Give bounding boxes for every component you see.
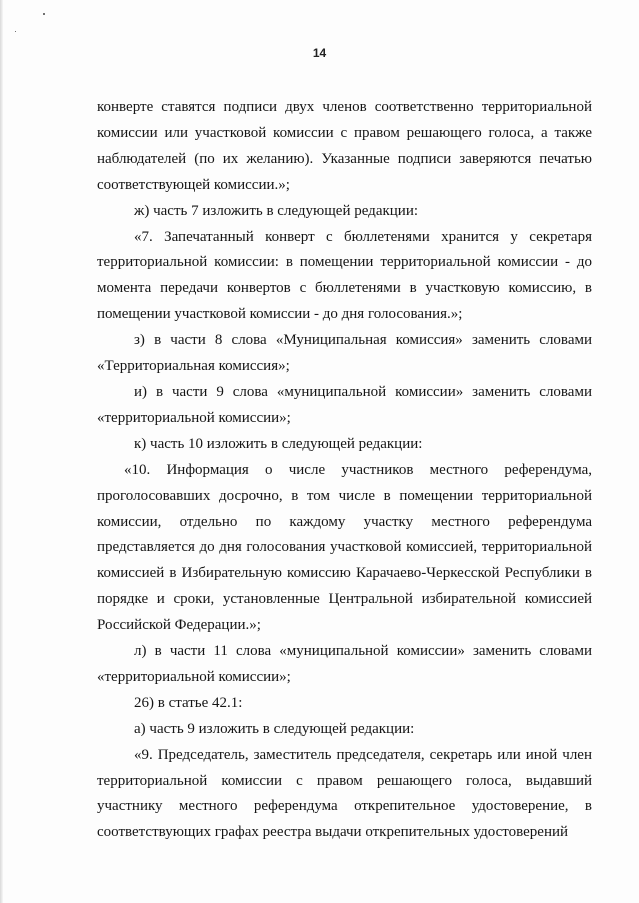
scan-speck bbox=[15, 31, 16, 32]
page-number: 14 bbox=[312, 46, 327, 60]
paragraph-item-26: 26) в статье 42.1: bbox=[134, 694, 243, 711]
paragraph-item-a: а) часть 9 изложить в следующей редакции: bbox=[134, 720, 415, 737]
paragraph-quote-10: «10. Информация о числе участников местного референдума, проголосовавших досрочно, в том числе в помещении территориальной комиссии, отдельно по каждому участку местного референдума представляется до дня голосования участковой комиссией, территориальной комиссией в Избирательную комиссию Карачаево-Черкесской Республики в порядке и сроки, установленные Центральной избирательной комиссией Российской Федерации.»; bbox=[97, 461, 592, 634]
paragraph-item-zh: ж) часть 7 изложить в следующей редакции: bbox=[134, 202, 419, 219]
paragraph-item-i: и) в части 9 слова «муниципальной комиссии» заменить словами «территориальной комиссии»; bbox=[97, 383, 592, 426]
paragraph-item-z: з) в части 8 слова «Муниципальная комиссия» заменить словами «Территориальная комиссия»; bbox=[97, 332, 592, 375]
paragraph-item-l: л) в части 11 слова «муниципальной комиссии» заменить словами «территориальной комиссии»; bbox=[97, 643, 592, 685]
scan-edge bbox=[0, 0, 3, 903]
paragraph-quote-7: «7. Запечатанный конверт с бюллетенями хранится у секретаря территориальной комиссии: в помещении территориальной комиссии - до момента передачи конвертов с бюллетенями в участковую комиссию, в помещении участковой комиссии - до дня голосования.»; bbox=[97, 228, 592, 323]
paragraph-continuation: конверте ставятся подписи двух членов соответственно территориальной комиссии или участковой комиссии с правом решающего голоса, а также наблюдателей (по их желанию). Указанные подписи заверяются печатью соответствующей комиссии.»; bbox=[97, 99, 592, 193]
paragraph-quote-9: «9. Председатель, заместитель председателя, секретарь или иной член территориальной комиссии с правом решающего голоса, выдавший участнику местного референдума открепительное удостоверение, в соответствующих графах реестра выдачи открепительных удостоверений bbox=[97, 746, 592, 841]
paragraph-item-k: к) часть 10 изложить в следующей редакции: bbox=[134, 435, 423, 452]
scan-speck bbox=[43, 13, 45, 15]
document-body bbox=[97, 95, 592, 846]
